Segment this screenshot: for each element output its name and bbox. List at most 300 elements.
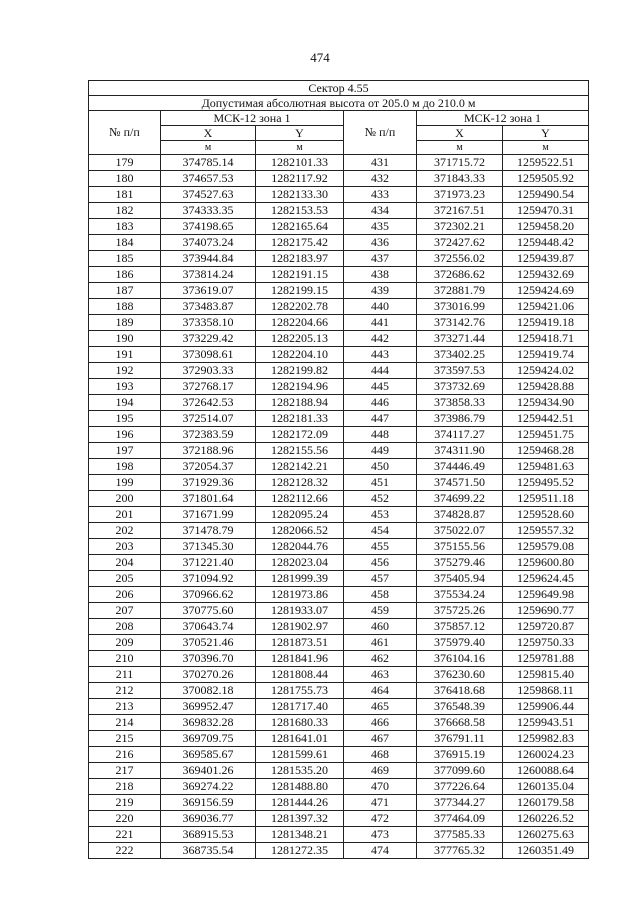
y-coord-right: 1259624.45 — [503, 571, 589, 587]
x-coord-left: 371345.30 — [161, 539, 256, 555]
point-num-left: 208 — [89, 619, 161, 635]
x-coord-right: 372427.62 — [417, 235, 503, 251]
y-coord-left: 1282191.15 — [256, 267, 344, 283]
y-coord-right: 1259868.11 — [503, 683, 589, 699]
x-coord-right: 377226.64 — [417, 779, 503, 795]
x-coord-right: 372881.79 — [417, 283, 503, 299]
y-coord-left: 1281599.61 — [256, 747, 344, 763]
table-row — [89, 507, 589, 523]
table-row — [89, 187, 589, 203]
table-row — [89, 491, 589, 507]
x-coord-left: 369401.26 — [161, 763, 256, 779]
x-coord-left: 370082.18 — [161, 683, 256, 699]
point-num-left: 194 — [89, 395, 161, 411]
point-num-left: 181 — [89, 187, 161, 203]
y-coord-right: 1259432.69 — [503, 267, 589, 283]
table-row — [89, 363, 589, 379]
point-num-left: 212 — [89, 683, 161, 699]
y-coord-left: 1282204.66 — [256, 315, 344, 331]
x-coord-right: 374117.27 — [417, 427, 503, 443]
point-num-left: 192 — [89, 363, 161, 379]
point-num-left: 189 — [89, 315, 161, 331]
y-coord-left: 1281488.80 — [256, 779, 344, 795]
y-coord-right: 1259943.51 — [503, 715, 589, 731]
table-row — [89, 475, 589, 491]
x-coord-left: 372383.59 — [161, 427, 256, 443]
y-coord-left: 1282205.13 — [256, 331, 344, 347]
point-num-right: 447 — [344, 411, 417, 427]
x-coord-left: 370643.74 — [161, 619, 256, 635]
point-num-left: 195 — [89, 411, 161, 427]
table-row — [89, 795, 589, 811]
x-coord-right: 372167.51 — [417, 203, 503, 219]
point-num-right: 469 — [344, 763, 417, 779]
x-coord-left: 373098.61 — [161, 347, 256, 363]
y-coord-right: 1259815.40 — [503, 667, 589, 683]
x-coord-right: 372686.62 — [417, 267, 503, 283]
point-num-right: 454 — [344, 523, 417, 539]
y-coord-left: 1282175.42 — [256, 235, 344, 251]
y-coord-right: 1259418.71 — [503, 331, 589, 347]
point-num-right: 433 — [344, 187, 417, 203]
y-coord-left: 1282172.09 — [256, 427, 344, 443]
y-coord-left: 1281444.26 — [256, 795, 344, 811]
table-row — [89, 411, 589, 427]
table-row — [89, 203, 589, 219]
y-coord-left: 1281680.33 — [256, 715, 344, 731]
x-coord-right: 375534.24 — [417, 587, 503, 603]
point-num-right: 442 — [344, 331, 417, 347]
point-num-left: 206 — [89, 587, 161, 603]
table-row — [89, 347, 589, 363]
x-coord-left: 374527.63 — [161, 187, 256, 203]
x-coord-left: 374333.35 — [161, 203, 256, 219]
table-row — [89, 747, 589, 763]
x-coord-right: 375725.26 — [417, 603, 503, 619]
x-coord-left: 372514.07 — [161, 411, 256, 427]
x-coord-left: 372188.96 — [161, 443, 256, 459]
x-coord-left: 371801.64 — [161, 491, 256, 507]
point-num-right: 450 — [344, 459, 417, 475]
table-row — [89, 843, 589, 859]
y-coord-left: 1282194.96 — [256, 379, 344, 395]
x-coord-right: 376915.19 — [417, 747, 503, 763]
point-num-right: 467 — [344, 731, 417, 747]
y-coord-left: 1281397.32 — [256, 811, 344, 827]
point-num-right: 434 — [344, 203, 417, 219]
point-num-right: 445 — [344, 379, 417, 395]
y-coord-right: 1260088.64 — [503, 763, 589, 779]
x-coord-right: 372556.02 — [417, 251, 503, 267]
y-coord-right: 1259579.08 — [503, 539, 589, 555]
point-num-left: 213 — [89, 699, 161, 715]
point-num-right: 459 — [344, 603, 417, 619]
y-coord-right: 1259528.60 — [503, 507, 589, 523]
x-coord-left: 368915.53 — [161, 827, 256, 843]
table-row — [89, 651, 589, 667]
point-num-right: 470 — [344, 779, 417, 795]
y-coord-left: 1282181.33 — [256, 411, 344, 427]
x-coord-left: 372642.53 — [161, 395, 256, 411]
table-row — [89, 667, 589, 683]
y-coord-right: 1260226.52 — [503, 811, 589, 827]
y-coord-left: 1282199.15 — [256, 283, 344, 299]
point-num-right: 471 — [344, 795, 417, 811]
y-coord-right: 1259557.32 — [503, 523, 589, 539]
y-coord-left: 1282117.92 — [256, 171, 344, 187]
x-coord-right: 373597.53 — [417, 363, 503, 379]
y-coord-right: 1259428.88 — [503, 379, 589, 395]
y-coord-left: 1282202.78 — [256, 299, 344, 315]
sector-row — [89, 81, 589, 96]
x-coord-left: 369832.28 — [161, 715, 256, 731]
altitude-row — [89, 96, 589, 111]
y-coord-right: 1259424.69 — [503, 283, 589, 299]
y-coord-right: 1259505.92 — [503, 171, 589, 187]
point-num-left: 199 — [89, 475, 161, 491]
point-num-left: 203 — [89, 539, 161, 555]
zone-header-left: МСК-12 зона 1 — [161, 111, 344, 126]
y-coord-left: 1282101.33 — [256, 155, 344, 171]
x-coord-right: 376230.60 — [417, 667, 503, 683]
y-unit-right: м — [503, 141, 589, 155]
axis-header-row — [89, 126, 589, 141]
x-coord-right: 372302.21 — [417, 219, 503, 235]
table-row — [89, 635, 589, 651]
y-header-right: Y — [503, 126, 589, 141]
point-num-right: 456 — [344, 555, 417, 571]
x-coord-right: 375405.94 — [417, 571, 503, 587]
y-coord-left: 1281902.97 — [256, 619, 344, 635]
table-row — [89, 715, 589, 731]
point-num-right: 440 — [344, 299, 417, 315]
point-num-left: 214 — [89, 715, 161, 731]
point-num-left: 202 — [89, 523, 161, 539]
point-num-right: 438 — [344, 267, 417, 283]
num-header-left: № п/п — [89, 111, 161, 155]
x-unit-left: м — [161, 141, 256, 155]
altitude-range: Допустимая абсолютная высота от 205.0 м до 210.0 м — [89, 96, 589, 111]
point-num-left: 183 — [89, 219, 161, 235]
x-coord-left: 371929.36 — [161, 475, 256, 491]
table-row — [89, 171, 589, 187]
point-num-left: 185 — [89, 251, 161, 267]
x-coord-left: 369709.75 — [161, 731, 256, 747]
y-coord-left: 1282183.97 — [256, 251, 344, 267]
y-coord-left: 1281641.01 — [256, 731, 344, 747]
point-num-right: 463 — [344, 667, 417, 683]
point-num-left: 217 — [89, 763, 161, 779]
zone-header-right: МСК-12 зона 1 — [417, 111, 589, 126]
y-coord-left: 1282128.32 — [256, 475, 344, 491]
table-row — [89, 443, 589, 459]
table-row — [89, 555, 589, 571]
point-num-right: 473 — [344, 827, 417, 843]
point-num-right: 441 — [344, 315, 417, 331]
table-row — [89, 763, 589, 779]
x-coord-left: 373358.10 — [161, 315, 256, 331]
table-row — [89, 779, 589, 795]
point-num-left: 182 — [89, 203, 161, 219]
y-coord-right: 1259495.52 — [503, 475, 589, 491]
y-coord-left: 1282112.66 — [256, 491, 344, 507]
y-coord-left: 1281933.07 — [256, 603, 344, 619]
point-num-right: 472 — [344, 811, 417, 827]
x-coord-right: 373732.69 — [417, 379, 503, 395]
x-coord-left: 373944.84 — [161, 251, 256, 267]
page-number: 474 — [310, 50, 330, 65]
point-num-right: 468 — [344, 747, 417, 763]
x-coord-right: 375155.56 — [417, 539, 503, 555]
y-coord-left: 1281999.39 — [256, 571, 344, 587]
point-num-left: 180 — [89, 171, 161, 187]
y-coord-right: 1260275.63 — [503, 827, 589, 843]
x-coord-left: 369156.59 — [161, 795, 256, 811]
point-num-right: 464 — [344, 683, 417, 699]
y-coord-left: 1282204.10 — [256, 347, 344, 363]
table-row — [89, 571, 589, 587]
x-coord-right: 376104.16 — [417, 651, 503, 667]
y-coord-left: 1282133.30 — [256, 187, 344, 203]
x-coord-right: 373986.79 — [417, 411, 503, 427]
y-coord-right: 1259600.80 — [503, 555, 589, 571]
point-num-right: 460 — [344, 619, 417, 635]
point-num-right: 466 — [344, 715, 417, 731]
point-num-right: 457 — [344, 571, 417, 587]
x-coord-right: 374446.49 — [417, 459, 503, 475]
x-coord-right: 377765.32 — [417, 843, 503, 859]
x-coord-left: 371671.99 — [161, 507, 256, 523]
point-num-right: 446 — [344, 395, 417, 411]
x-coord-left: 371478.79 — [161, 523, 256, 539]
y-coord-right: 1259448.42 — [503, 235, 589, 251]
x-coord-right: 376668.58 — [417, 715, 503, 731]
y-coord-right: 1259419.74 — [503, 347, 589, 363]
table-row — [89, 603, 589, 619]
x-coord-right: 377585.33 — [417, 827, 503, 843]
table-row — [89, 395, 589, 411]
table-row — [89, 811, 589, 827]
y-coord-right: 1259458.20 — [503, 219, 589, 235]
x-coord-left: 373229.42 — [161, 331, 256, 347]
y-header-left: Y — [256, 126, 344, 141]
x-coord-left: 371094.92 — [161, 571, 256, 587]
x-coord-left: 373483.87 — [161, 299, 256, 315]
x-coord-left: 374198.65 — [161, 219, 256, 235]
table-row — [89, 235, 589, 251]
y-coord-left: 1282142.21 — [256, 459, 344, 475]
table-row — [89, 299, 589, 315]
x-coord-left: 369274.22 — [161, 779, 256, 795]
table-row — [89, 427, 589, 443]
point-num-right: 436 — [344, 235, 417, 251]
point-num-right: 449 — [344, 443, 417, 459]
point-num-right: 431 — [344, 155, 417, 171]
table-row — [89, 587, 589, 603]
point-num-right: 458 — [344, 587, 417, 603]
point-num-left: 221 — [89, 827, 161, 843]
point-num-right: 443 — [344, 347, 417, 363]
x-header-right: X — [417, 126, 503, 141]
y-coord-right: 1260024.23 — [503, 747, 589, 763]
x-coord-right: 377464.09 — [417, 811, 503, 827]
point-num-left: 187 — [89, 283, 161, 299]
y-coord-right: 1259451.75 — [503, 427, 589, 443]
x-coord-left: 371221.40 — [161, 555, 256, 571]
y-coord-right: 1259424.02 — [503, 363, 589, 379]
point-num-right: 455 — [344, 539, 417, 555]
x-coord-right: 373142.76 — [417, 315, 503, 331]
table-row — [89, 267, 589, 283]
point-num-right: 435 — [344, 219, 417, 235]
y-coord-left: 1282199.82 — [256, 363, 344, 379]
table-row — [89, 155, 589, 171]
point-num-left: 191 — [89, 347, 161, 363]
point-num-left: 205 — [89, 571, 161, 587]
x-coord-left: 370270.26 — [161, 667, 256, 683]
point-num-left: 190 — [89, 331, 161, 347]
x-coord-right: 376791.11 — [417, 731, 503, 747]
point-num-left: 209 — [89, 635, 161, 651]
table-row — [89, 219, 589, 235]
table-row — [89, 315, 589, 331]
table-row — [89, 331, 589, 347]
point-num-left: 222 — [89, 843, 161, 859]
y-coord-left: 1281272.35 — [256, 843, 344, 859]
y-coord-left: 1281973.86 — [256, 587, 344, 603]
y-coord-right: 1259511.18 — [503, 491, 589, 507]
point-num-left: 207 — [89, 603, 161, 619]
x-coord-right: 371715.72 — [417, 155, 503, 171]
y-coord-left: 1282066.52 — [256, 523, 344, 539]
point-num-left: 198 — [89, 459, 161, 475]
x-coord-left: 372054.37 — [161, 459, 256, 475]
table-row — [89, 827, 589, 843]
point-num-left: 215 — [89, 731, 161, 747]
x-coord-left: 373814.24 — [161, 267, 256, 283]
y-coord-right: 1259522.51 — [503, 155, 589, 171]
y-coord-left: 1281873.51 — [256, 635, 344, 651]
sector-title: Сектор 4.55 — [89, 81, 589, 96]
x-coord-right: 374828.87 — [417, 507, 503, 523]
x-coord-right: 376548.39 — [417, 699, 503, 715]
x-coord-right: 374699.22 — [417, 491, 503, 507]
point-num-left: 220 — [89, 811, 161, 827]
x-coord-right: 373016.99 — [417, 299, 503, 315]
x-coord-right: 374571.50 — [417, 475, 503, 491]
x-coord-right: 374311.90 — [417, 443, 503, 459]
x-coord-right: 375857.12 — [417, 619, 503, 635]
x-coord-right: 373271.44 — [417, 331, 503, 347]
y-coord-left: 1282153.53 — [256, 203, 344, 219]
x-coord-left: 370396.70 — [161, 651, 256, 667]
zone-header-row — [89, 111, 589, 126]
table-row — [89, 699, 589, 715]
point-num-left: 216 — [89, 747, 161, 763]
y-coord-right: 1260351.49 — [503, 843, 589, 859]
point-num-right: 474 — [344, 843, 417, 859]
point-num-right: 465 — [344, 699, 417, 715]
y-coord-right: 1259982.83 — [503, 731, 589, 747]
point-num-left: 196 — [89, 427, 161, 443]
x-coord-right: 371973.23 — [417, 187, 503, 203]
y-coord-right: 1259439.87 — [503, 251, 589, 267]
x-coord-left: 373619.07 — [161, 283, 256, 299]
point-num-left: 200 — [89, 491, 161, 507]
y-coord-right: 1259470.31 — [503, 203, 589, 219]
x-coord-left: 369036.77 — [161, 811, 256, 827]
x-coord-left: 370966.62 — [161, 587, 256, 603]
point-num-right: 444 — [344, 363, 417, 379]
x-coord-left: 374657.53 — [161, 171, 256, 187]
point-num-left: 188 — [89, 299, 161, 315]
y-unit-left: м — [256, 141, 344, 155]
point-num-right: 453 — [344, 507, 417, 523]
point-num-right: 448 — [344, 427, 417, 443]
y-coord-left: 1282155.56 — [256, 443, 344, 459]
y-coord-right: 1259649.98 — [503, 587, 589, 603]
x-coord-right: 377099.60 — [417, 763, 503, 779]
y-coord-right: 1259468.28 — [503, 443, 589, 459]
point-num-left: 204 — [89, 555, 161, 571]
x-coord-left: 369585.67 — [161, 747, 256, 763]
point-num-left: 184 — [89, 235, 161, 251]
y-coord-right: 1259481.63 — [503, 459, 589, 475]
table-row — [89, 379, 589, 395]
point-num-right: 462 — [344, 651, 417, 667]
x-coord-left: 369952.47 — [161, 699, 256, 715]
x-coord-left: 370775.60 — [161, 603, 256, 619]
y-coord-right: 1259750.33 — [503, 635, 589, 651]
y-coord-left: 1282023.04 — [256, 555, 344, 571]
y-coord-right: 1259434.90 — [503, 395, 589, 411]
x-header-left: X — [161, 126, 256, 141]
table-row — [89, 731, 589, 747]
point-num-right: 452 — [344, 491, 417, 507]
point-num-left: 179 — [89, 155, 161, 171]
point-num-right: 439 — [344, 283, 417, 299]
y-coord-right: 1260179.58 — [503, 795, 589, 811]
y-coord-left: 1281808.44 — [256, 667, 344, 683]
table-row — [89, 283, 589, 299]
x-coord-left: 374073.24 — [161, 235, 256, 251]
x-unit-right: м — [417, 141, 503, 155]
y-coord-left: 1281841.96 — [256, 651, 344, 667]
table-row — [89, 539, 589, 555]
y-coord-left: 1282095.24 — [256, 507, 344, 523]
x-coord-left: 368735.54 — [161, 843, 256, 859]
y-coord-right: 1259720.87 — [503, 619, 589, 635]
x-coord-right: 373858.33 — [417, 395, 503, 411]
table-row — [89, 459, 589, 475]
unit-header-row — [89, 141, 589, 155]
x-coord-right: 373402.25 — [417, 347, 503, 363]
point-num-left: 193 — [89, 379, 161, 395]
x-coord-left: 372903.33 — [161, 363, 256, 379]
num-header-right: № п/п — [344, 111, 417, 155]
point-num-left: 219 — [89, 795, 161, 811]
x-coord-right: 377344.27 — [417, 795, 503, 811]
x-coord-right: 375979.40 — [417, 635, 503, 651]
point-num-left: 218 — [89, 779, 161, 795]
y-coord-right: 1259490.54 — [503, 187, 589, 203]
table-row — [89, 251, 589, 267]
x-coord-left: 372768.17 — [161, 379, 256, 395]
y-coord-left: 1281717.40 — [256, 699, 344, 715]
x-coord-right: 375022.07 — [417, 523, 503, 539]
y-coord-right: 1259690.77 — [503, 603, 589, 619]
table-row — [89, 619, 589, 635]
